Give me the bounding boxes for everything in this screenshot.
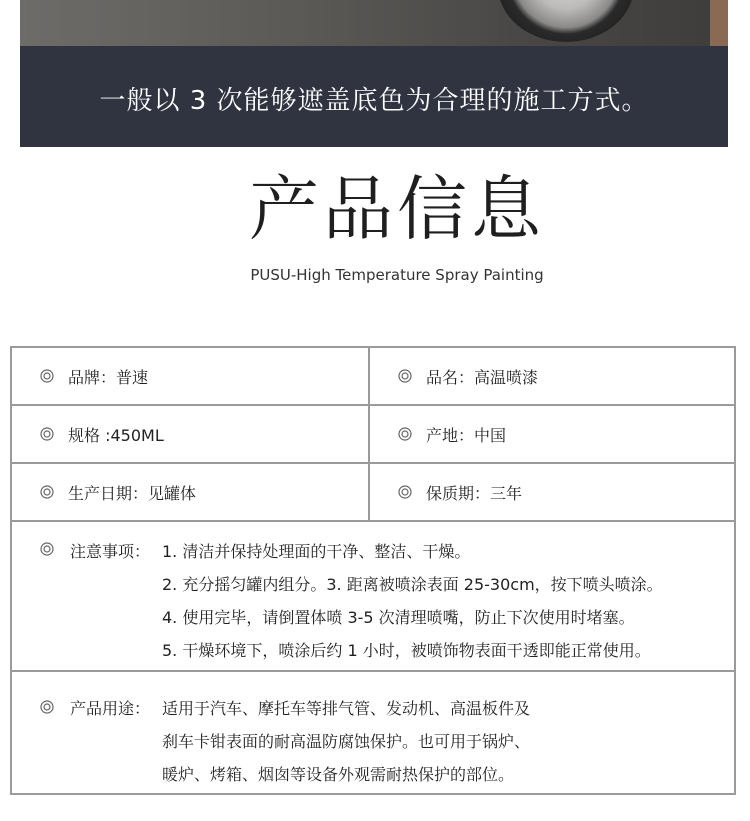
- double-circle-icon: [398, 427, 412, 441]
- double-circle-icon: [40, 542, 54, 556]
- spec-cell-origin: [370, 406, 734, 462]
- section-subtitle: PUSU-High Temperature Spray Painting: [250, 266, 544, 284]
- spec-cell-brand: [12, 348, 370, 404]
- notes-line: 1. 清洁并保持处理面的干净、整洁、干燥。: [162, 542, 471, 561]
- section-title: 产品信息: [249, 168, 545, 250]
- double-circle-icon: [40, 427, 54, 441]
- spec-cell-date: [12, 464, 370, 520]
- usage-row: [12, 672, 734, 793]
- notes-line: 4. 使用完毕，请倒置体喷 3-5 次清理喷嘴，防止下次使用时堵塞。: [162, 608, 635, 627]
- spec-cell-name: [370, 348, 734, 404]
- spec-text: 规格 :450ML: [68, 425, 164, 445]
- usage-label: 产品用途：: [70, 699, 151, 718]
- car-wheel-image: [498, 0, 634, 42]
- instruction-banner: [20, 46, 728, 147]
- spec-text: 产地：中国: [426, 425, 507, 445]
- notes-row: [12, 522, 734, 672]
- double-circle-icon: [398, 369, 412, 383]
- usage-line: 暖炉、烤箱、烟囱等设备外观需耐热保护的部位。: [162, 765, 515, 784]
- photo-edge: [710, 0, 728, 46]
- notes-line: 5. 干燥环境下，喷涂后约 1 小时，被喷饰物表面干透即能正常使用。: [162, 641, 651, 660]
- spec-row: [12, 464, 734, 522]
- spec-cell-shelf-life: [370, 464, 734, 520]
- double-circle-icon: [398, 485, 412, 499]
- banner-text: 一般以 3 次能够遮盖底色为合理的施工方式。: [99, 86, 649, 116]
- spec-text: 品名：高温喷漆: [426, 367, 539, 387]
- spec-row: [12, 348, 734, 406]
- spec-cell-size: [12, 406, 370, 462]
- double-circle-icon: [40, 485, 54, 499]
- usage-line: 刹车卡钳表面的耐高温防腐蚀保护。也可用于锅炉、: [162, 732, 531, 751]
- usage-line: 适用于汽车、摩托车等排气管、发动机、高温板件及: [162, 699, 531, 718]
- notes-label: 注意事项：: [70, 542, 151, 561]
- spec-row: [12, 406, 734, 464]
- spec-text: 保质期：三年: [426, 483, 523, 503]
- spec-text: 生产日期：见罐体: [68, 483, 197, 503]
- product-spec-table: [10, 346, 736, 795]
- double-circle-icon: [40, 369, 54, 383]
- spec-text: 品牌：普速: [68, 367, 149, 387]
- double-circle-icon: [40, 700, 54, 714]
- notes-line: 2. 充分摇匀罐内组分。3. 距离被喷涂表面 25-30cm，按下喷头喷涂。: [162, 575, 663, 594]
- product-photo-strip: [20, 0, 728, 46]
